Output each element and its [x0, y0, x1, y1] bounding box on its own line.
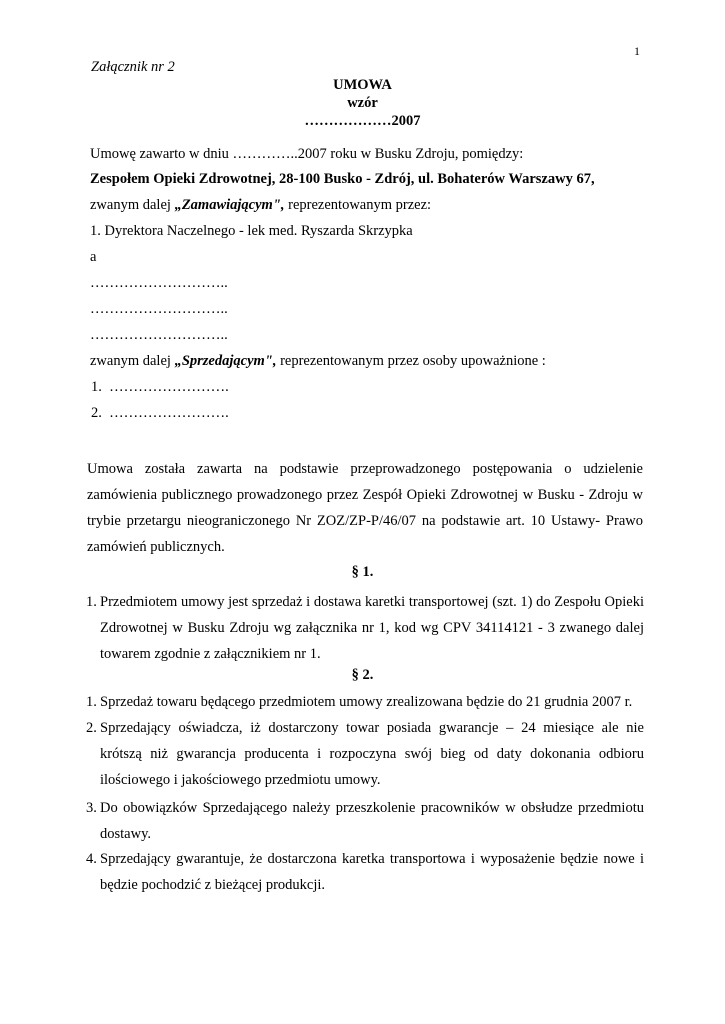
list-text: Przedmiotem umowy jest sprzedaż i dostawa karetki transportowej (szt. 1) do Zespołu Opieki Zdrowotnej w Busku Zdroju wg załącznika nr 1, kod wg CPV 34114121 - 3 zwanego dalej towarem zgodnie z załącznikiem nr 1.	[100, 594, 645, 662]
rep2-number: 2.	[91, 405, 102, 421]
party1-called-suffix: reprezentowanym przez:	[284, 197, 432, 213]
section2-item-4	[86, 846, 644, 898]
page-number: 1	[634, 44, 640, 58]
list-text: Sprzedaż towaru będącego przedmiotem umowy zrealizowana będzie do 21 grudnia 2007 r.	[100, 694, 633, 710]
party2-rep-2	[91, 405, 229, 422]
intro-concluded: Umowę zawarto w dniu …………..2007 roku w Busku Zdroju, pomiędzy:	[90, 146, 524, 162]
section1-heading: § 1.	[351, 564, 374, 580]
list-number: 2.	[86, 720, 97, 736]
attachment-label: Załącznik nr 2	[91, 59, 175, 75]
rep1-number: 1.	[91, 379, 102, 395]
document-date-line: ………………2007	[304, 113, 421, 129]
section2-item-3	[86, 795, 644, 847]
party2-blank-2: ………………………..	[90, 301, 228, 317]
rep2-blank: …………………….	[109, 405, 229, 421]
party2-blank-3: ………………………..	[90, 327, 228, 343]
list-number: 3.	[86, 800, 97, 816]
party1-called-prefix: zwanym dalej	[90, 197, 175, 213]
section2-item-2	[86, 715, 644, 793]
list-number: 4.	[86, 851, 97, 867]
section1-item-1	[86, 589, 644, 667]
list-number: 1.	[86, 594, 97, 610]
party2-rep-1	[91, 379, 229, 396]
party2-called-suffix: reprezentowanym przez osoby upoważnione :	[276, 353, 546, 369]
section2-item-1	[86, 689, 644, 715]
document-title: UMOWA	[333, 77, 392, 93]
party1-role: „Zamawiającym",	[174, 197, 285, 213]
list-text: Do obowiązków Sprzedającego należy przeszkolenie pracowników w obsłudze przedmiotu dostawy.	[100, 800, 644, 842]
list-text: Sprzedający oświadcza, iż dostarczony towar posiada gwarancje – 24 miesiące ale nie krótszą niż gwarancja producenta i rozpoczyna swój bieg od daty dokonania odbioru ilościowego i jakościowego przedmiotu umowy.	[100, 720, 644, 788]
rep1-blank: …………………….	[109, 379, 229, 395]
party2-called	[90, 353, 546, 370]
party2-called-prefix: zwanym dalej	[90, 353, 175, 369]
document-subtitle: wzór	[347, 95, 378, 111]
party2-blank-1: ………………………..	[90, 275, 228, 291]
list-number: 1.	[86, 694, 97, 710]
party2-role: „Sprzedającym",	[174, 353, 277, 369]
party1-representative: 1. Dyrektora Naczelnego - lek med. Ryszarda Skrzypka	[90, 223, 413, 239]
party1-called	[90, 197, 431, 214]
basis-paragraph: Umowa została zawarta na podstawie przeprowadzonego postępowania o udzielenie zamówienia publicznego prowadzonego przez Zespół Opieki Zdrowotnej w Busku - Zdroju w trybie przetargu nieograniczonego Nr ZOZ/ZP-P/46/07 na podstawie art. 10 Ustawy- Prawo zamówień publicznych.	[87, 461, 643, 555]
party1-name: Zespołem Opieki Zdrowotnej, 28-100 Busko - Zdrój, ul. Bohaterów Warszawy 67,	[90, 171, 595, 187]
and-connector: a	[90, 249, 97, 265]
list-text: Sprzedający gwarantuje, że dostarczona karetka transportowa i wyposażenie będzie nowe i będzie pochodzić z bieżącej produkcji.	[100, 851, 644, 893]
section2-heading: § 2.	[351, 667, 374, 683]
